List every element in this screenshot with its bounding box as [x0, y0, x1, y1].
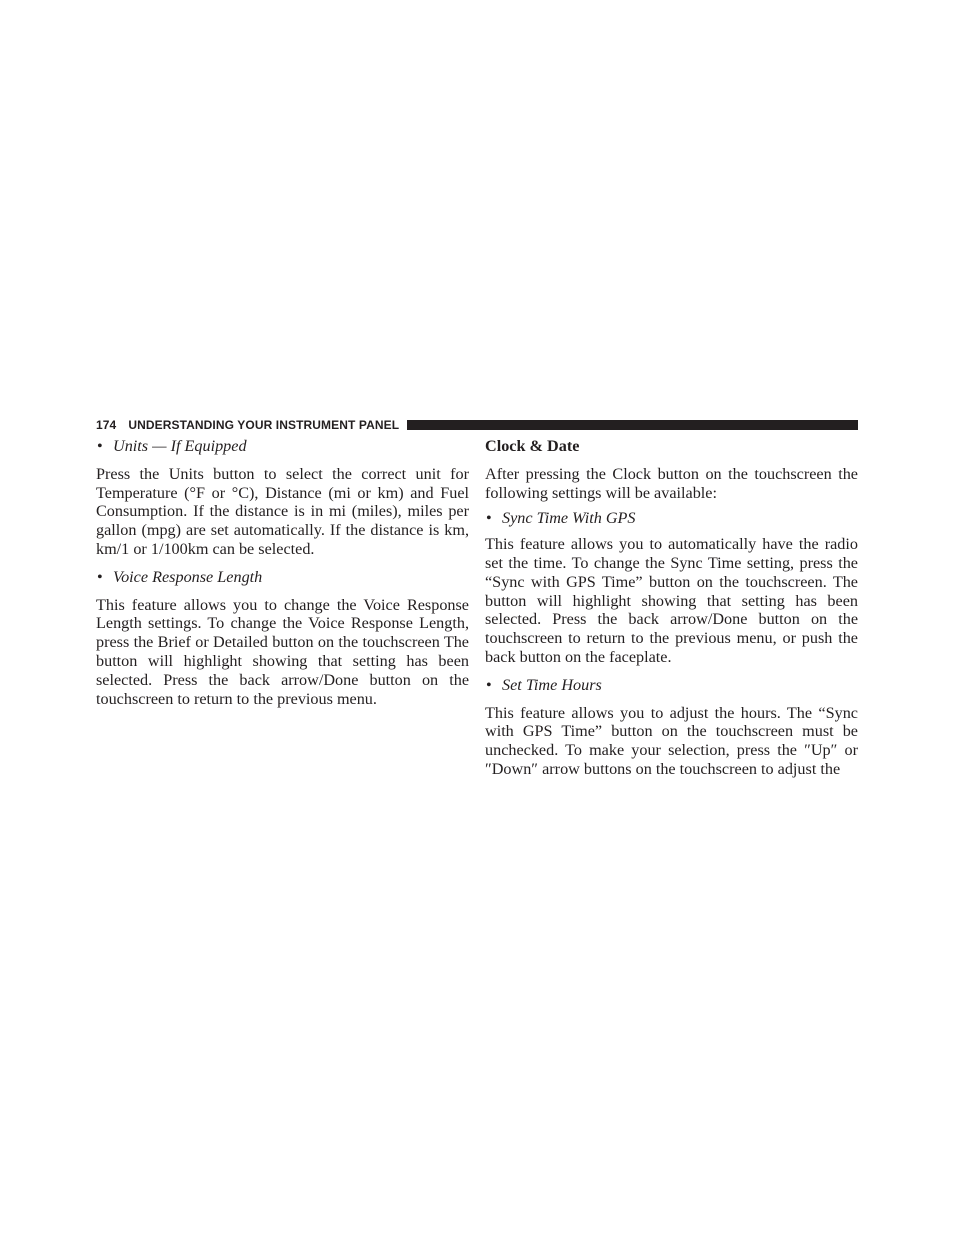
page-header	[96, 416, 858, 434]
set-time-hours-paragraph: This feature allows you to adjust the hours. The “Sync with GPS Time” button on the touchscreen must be unchecked. To make your selection, press the ″Up″ or ″Down″ arrow buttons on the touchscreen to adjust the	[485, 703, 858, 778]
bullet-voice-response	[96, 568, 469, 587]
bullet-sync-time	[485, 509, 858, 528]
units-paragraph: Press the Units button to select the correct unit for Temperature (°F or °C), Distance (mi or km) and Fuel Consumption. If the distance is in mi (miles), miles per gallon (mpg) are set automatically. If the distance is km, km/1 or 1/100km can be selected.	[96, 464, 469, 558]
bullet-set-time-hours	[485, 676, 858, 695]
bullet-dot: •	[486, 675, 492, 694]
bullet-sync-time-label: Sync Time With GPS	[502, 509, 636, 528]
bullet-units	[96, 437, 469, 456]
bullet-set-time-hours-label: Set Time Hours	[502, 675, 602, 694]
section-title: UNDERSTANDING YOUR INSTRUMENT PANEL	[128, 418, 400, 432]
bullet-voice-response-label: Voice Response Length	[113, 567, 263, 586]
bullet-dot: •	[97, 437, 103, 455]
bullet-units-label: Units — If Equipped	[113, 437, 247, 455]
voice-response-paragraph: This feature allows you to change the Voice Response Length settings. To change the Voice Response Length, press the Brief or Detailed button on the touchscreen The button will highlight showing that setting has been selected. Press the back arrow/Done button on the touchscreen to return to the previous menu.	[96, 595, 469, 708]
left-column	[96, 437, 469, 708]
header-rule	[407, 420, 858, 430]
sync-time-paragraph: This feature allows you to automatically have the radio set the time. To change the Sync Time setting, press the “Sync with GPS Time” button on the touchscreen. The button will highlight showing that setting has been selected. Press the back arrow/Done button on the touchscreen to return to the previous menu, or push the back button on the faceplate.	[485, 535, 858, 666]
clock-date-heading: Clock & Date	[485, 437, 580, 455]
bullet-dot: •	[97, 567, 103, 586]
bullet-dot: •	[486, 509, 492, 528]
right-column	[485, 437, 858, 779]
page-number: 174	[96, 418, 117, 432]
clock-intro-paragraph: After pressing the Clock button on the touchscreen the following settings will be available:	[485, 464, 858, 502]
